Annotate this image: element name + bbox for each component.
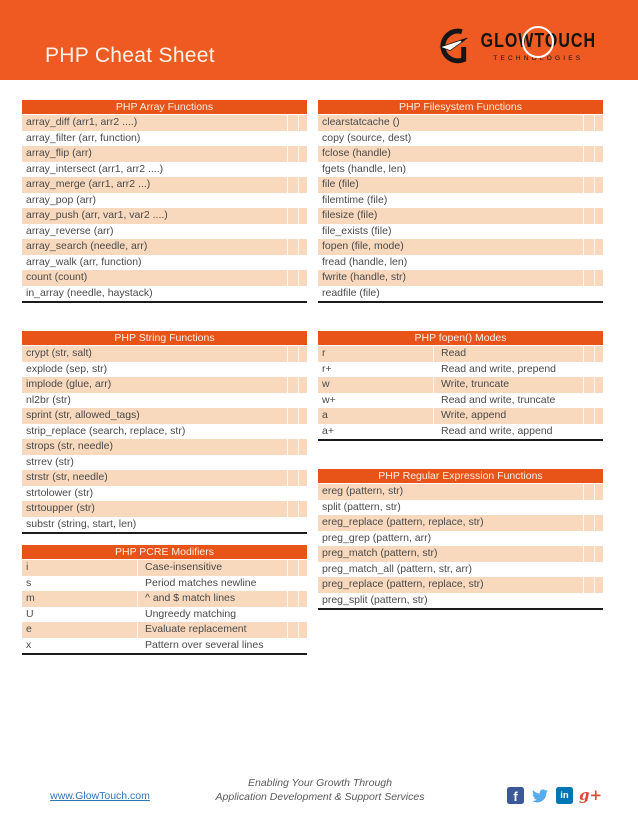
row-value: Read [441, 347, 467, 359]
row-value: Write, append [441, 409, 507, 421]
table-row: fgets (handle, len) [318, 162, 603, 178]
linkedin-icon[interactable]: in [556, 787, 573, 804]
table-row: array_intersect (arr1, arr2 ....) [22, 162, 307, 178]
table-row: array_diff (arr1, arr2 ....) [22, 115, 307, 131]
table-title: PHP Filesystem Functions [318, 100, 603, 115]
table-row: copy (source, dest) [318, 131, 603, 147]
table-row [22, 638, 307, 654]
table-row: fread (handle, len) [318, 255, 603, 271]
table-row [318, 393, 603, 409]
table-row: preg_match_all (pattern, str, arr) [318, 562, 603, 578]
table-row [318, 362, 603, 378]
row-value: Ungreedy matching [145, 607, 237, 620]
table-row: substr (string, start, len) [22, 517, 307, 533]
table-row: array_pop (arr) [22, 193, 307, 209]
row-key: m [26, 591, 138, 607]
row-key: r+ [322, 362, 434, 378]
table-row [22, 591, 307, 607]
table-row: preg_replace (pattern, replace, str) [318, 577, 603, 593]
table-row: array_merge (arr1, arr2 ...) [22, 177, 307, 193]
filesystem-functions-table [318, 100, 603, 303]
row-value: Period matches newline [145, 576, 257, 589]
logo-text [480, 29, 596, 62]
page-title: PHP Cheat Sheet [45, 44, 215, 67]
facebook-icon[interactable]: f [507, 787, 524, 804]
table-row: sprint (str, allowed_tags) [22, 408, 307, 424]
table-title: PHP fopen() Modes [318, 331, 603, 346]
table-row: strstr (str, needle) [22, 470, 307, 486]
row-key: w+ [322, 393, 434, 409]
table-body [22, 346, 307, 532]
regex-functions-table [318, 469, 603, 610]
row-key: e [26, 622, 138, 638]
table-row: nl2br (str) [22, 393, 307, 409]
table-row: count (count) [22, 270, 307, 286]
brand-subtitle: TECHNOLOGIES [493, 54, 584, 62]
table-row: explode (sep, str) [22, 362, 307, 378]
fopen-modes-table [318, 331, 603, 441]
row-key: r [322, 346, 434, 362]
glowtouch-logo [434, 22, 596, 72]
table-row: file_exists (file) [318, 224, 603, 240]
table-row: array_flip (arr) [22, 146, 307, 162]
google-plus-icon[interactable]: g+ [579, 786, 603, 804]
table-row: readfile (file) [318, 286, 603, 302]
twitter-icon[interactable] [530, 787, 550, 804]
table-row [22, 560, 307, 576]
table-body [318, 115, 603, 301]
table-row: preg_split (pattern, str) [318, 593, 603, 609]
table-row: in_array (needle, haystack) [22, 286, 307, 302]
tagline-line-2: Application Development & Support Services [215, 791, 425, 803]
array-functions-table [22, 100, 307, 303]
table-row [318, 408, 603, 424]
row-key: a [322, 408, 434, 424]
row-value: Read and write, truncate [441, 393, 556, 406]
glowtouch-website-link[interactable]: www.GlowTouch.com [50, 790, 150, 802]
table-row: strip_replace (search, replace, str) [22, 424, 307, 440]
table-row [22, 576, 307, 592]
row-key: i [26, 560, 138, 576]
table-row: implode (glue, arr) [22, 377, 307, 393]
string-functions-table [22, 331, 307, 534]
table-row: array_walk (arr, function) [22, 255, 307, 271]
table-body [22, 560, 307, 653]
table-row: strtolower (str) [22, 486, 307, 502]
table-body [318, 346, 603, 439]
row-key: w [322, 377, 434, 393]
pcre-modifiers-table [22, 545, 307, 655]
table-row: fopen (file, mode) [318, 239, 603, 255]
row-value: Pattern over several lines [145, 638, 264, 651]
table-row: crypt (str, salt) [22, 346, 307, 362]
row-key: U [26, 607, 138, 623]
table-row: ereg_replace (pattern, replace, str) [318, 515, 603, 531]
row-key: a+ [322, 424, 434, 440]
table-row: preg_match (pattern, str) [318, 546, 603, 562]
table-row: file (file) [318, 177, 603, 193]
row-key: s [26, 576, 138, 592]
row-key: x [26, 638, 138, 654]
table-body [22, 115, 307, 301]
g-mark-icon [434, 22, 470, 72]
table-row: fwrite (handle, str) [318, 270, 603, 286]
table-row: filemtime (file) [318, 193, 603, 209]
row-value: Read and write, append [441, 424, 553, 437]
table-body [318, 484, 603, 608]
table-row: strtoupper (str) [22, 501, 307, 517]
left-column [22, 100, 307, 655]
brand-name: GLOWTOUCH [480, 29, 596, 52]
row-value: Case-insensitive [145, 561, 223, 573]
table-row [318, 424, 603, 440]
row-value: Evaluate replacement [145, 623, 247, 635]
row-value: Read and write, prepend [441, 362, 556, 375]
right-column [318, 100, 603, 610]
table-row [318, 346, 603, 362]
table-title: PHP PCRE Modifiers [22, 545, 307, 560]
table-row: preg_grep (pattern, arr) [318, 531, 603, 547]
table-title: PHP Regular Expression Functions [318, 469, 603, 484]
page-header-band [0, 0, 638, 80]
table-row [22, 607, 307, 623]
table-row: array_push (arr, var1, var2 ....) [22, 208, 307, 224]
table-row [22, 622, 307, 638]
table-row: clearstatcache () [318, 115, 603, 131]
table-row [318, 377, 603, 393]
social-icons [507, 787, 602, 804]
table-row: fclose (handle) [318, 146, 603, 162]
table-row: filesize (file) [318, 208, 603, 224]
table-row: strops (str, needle) [22, 439, 307, 455]
row-value: ^ and $ match lines [145, 592, 236, 604]
footer-tagline [189, 776, 451, 804]
table-row: split (pattern, str) [318, 500, 603, 516]
table-row: array_reverse (arr) [22, 224, 307, 240]
table-title: PHP Array Functions [22, 100, 307, 115]
row-value: Write, truncate [441, 378, 510, 390]
table-row: array_filter (arr, function) [22, 131, 307, 147]
table-row: strrev (str) [22, 455, 307, 471]
table-title: PHP String Functions [22, 331, 307, 346]
table-row: array_search (needle, arr) [22, 239, 307, 255]
table-row: ereg (pattern, str) [318, 484, 603, 500]
tagline-line-1: Enabling Your Growth Through [248, 777, 392, 789]
